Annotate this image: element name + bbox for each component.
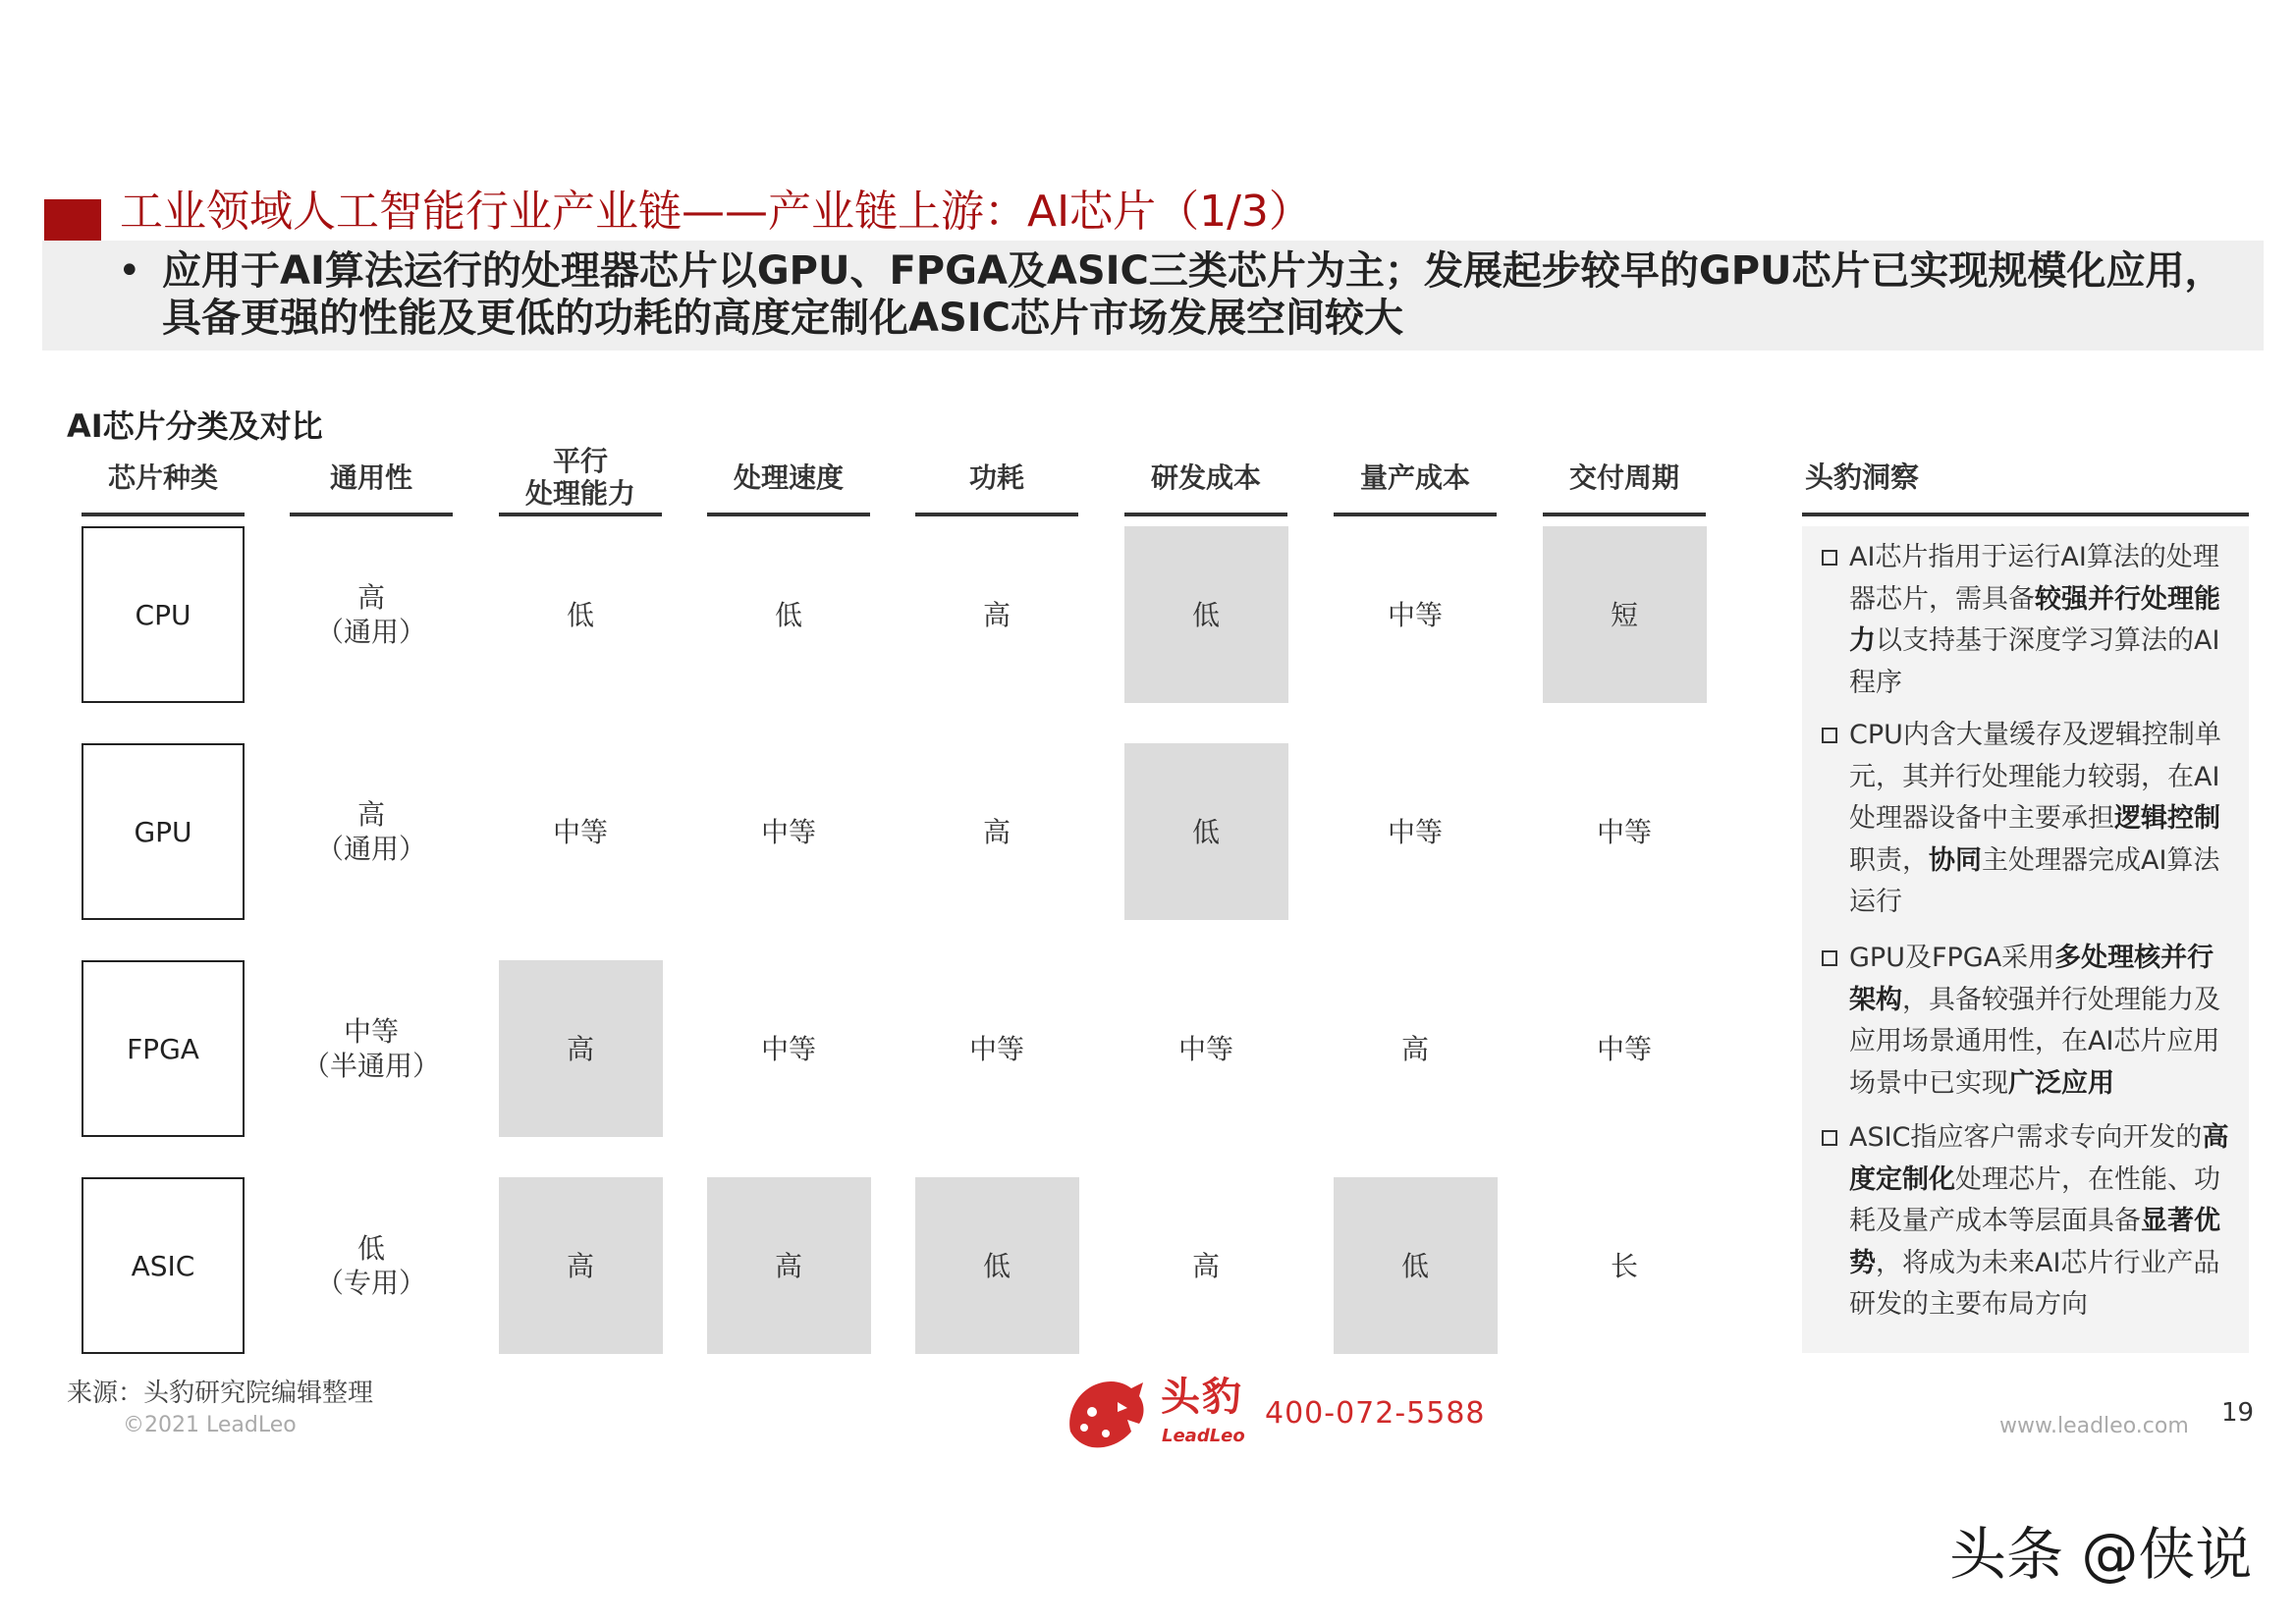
- insight-text: [1849, 938, 2234, 1105]
- source-note: 来源：头豹研究院编辑整理: [67, 1379, 374, 1408]
- website-url: www.leadleo.com: [1999, 1414, 2189, 1438]
- column-header: 芯片种类: [107, 460, 218, 494]
- summary-text: 应用于AI算法运行的处理器芯片以GPU、FPGA及ASIC三类芯片为主；发展起步较早的GPU芯片已实现规模化应用，具备更强的性能及更低的功耗的高度定制化ASIC芯片市场发展空间较大: [162, 248, 2224, 341]
- insight-segment: ，将成为未来AI芯片行业产品研发的主要布局方向: [1849, 1247, 2220, 1320]
- insight-header-rule: [1802, 513, 2249, 516]
- insight-emphasis: 广泛应用: [2008, 1067, 2114, 1099]
- table-cell-highlighted: 低: [1124, 743, 1288, 920]
- chip-type-box: FPGA: [82, 960, 245, 1137]
- table-cell: 中等: [760, 815, 816, 848]
- table-cell: 低: [566, 598, 594, 631]
- table-cell-highlighted: 高: [499, 1177, 663, 1354]
- table-cell: 中等: [1387, 598, 1443, 631]
- table-cell: 高 （通用）: [315, 581, 426, 648]
- table-cell: 中等: [1596, 815, 1652, 848]
- table-cell: 中等 （半通用）: [301, 1015, 440, 1082]
- column-header-rule: [82, 513, 245, 516]
- insight-emphasis: 协同: [1929, 844, 1982, 876]
- chip-type-box: GPU: [82, 743, 245, 920]
- checkbox-bullet-icon: [1822, 550, 1837, 566]
- column-header: 处理速度: [733, 460, 844, 494]
- insight-emphasis: 逻辑控制: [2114, 803, 2220, 834]
- table-cell: 中等: [1387, 815, 1443, 848]
- chip-type-box: ASIC: [82, 1177, 245, 1354]
- insight-segment: CPU内含大量缓存及逻辑控制单元，其并行处理能力较弱，在AI处理器设备中主要承担: [1849, 720, 2221, 834]
- table-cell: 中等: [1596, 1032, 1652, 1065]
- table-cell: 高: [1400, 1032, 1429, 1065]
- table-cell: 高: [982, 815, 1011, 848]
- insight-emphasis: 高度定制化: [1849, 1122, 2229, 1195]
- column-header-rule: [707, 513, 870, 516]
- column-header: 研发成本: [1150, 460, 1261, 494]
- insight-emphasis: 显著优势: [1849, 1206, 2220, 1278]
- insight-item: [1822, 537, 2234, 704]
- table-cell: 高: [982, 598, 1011, 631]
- insight-emphasis: 较强并行处理能力: [1849, 583, 2220, 656]
- insight-text: [1849, 1117, 2234, 1326]
- column-header: 通用性: [329, 460, 412, 494]
- table-cell-highlighted: 低: [915, 1177, 1079, 1354]
- column-header-rule: [290, 513, 453, 516]
- insight-segment: GPU及FPGA采用: [1849, 943, 2055, 973]
- insight-segment: 职责，: [1849, 844, 1929, 876]
- table-cell: 高 （通用）: [315, 798, 426, 865]
- checkbox-bullet-icon: [1822, 950, 1837, 966]
- table-cell: 高: [1191, 1249, 1220, 1282]
- phone-number: 400-072-5588: [1265, 1396, 1486, 1431]
- column-header-rule: [1124, 513, 1287, 516]
- table-cell: 低 （专用）: [315, 1232, 426, 1299]
- table-cell: 中等: [968, 1032, 1024, 1065]
- column-header-rule: [1334, 513, 1497, 516]
- insight-item: [1822, 938, 2234, 1105]
- column-header: 功耗: [968, 460, 1024, 494]
- insight-text: [1849, 715, 2234, 924]
- table-cell-highlighted: 高: [499, 960, 663, 1137]
- page-title: 工业领域人工智能行业产业链——产业链上游：AI芯片（1/3）: [120, 187, 1312, 237]
- column-header: 平行 处理能力: [524, 445, 635, 510]
- insight-segment: ，具备较强并行处理能力及应用场景通用性，在AI芯片应用场景中已实现: [1849, 984, 2220, 1099]
- table-cell: 长: [1610, 1249, 1638, 1282]
- table-cell: 中等: [760, 1032, 816, 1065]
- checkbox-bullet-icon: [1822, 1130, 1837, 1146]
- insight-segment: 处理芯片，在性能、功耗及量产成本等层面具备: [1849, 1163, 2220, 1236]
- table-cell-highlighted: 低: [1124, 526, 1288, 703]
- insight-header: 头豹洞察: [1805, 460, 1920, 494]
- table-title: AI芯片分类及对比: [67, 407, 323, 445]
- watermark-text: 头条 @侠说: [1949, 1521, 2253, 1588]
- logo-text-en: LeadLeo: [1162, 1426, 1245, 1446]
- column-header: 量产成本: [1359, 460, 1470, 494]
- leopard-logo-icon: [1063, 1375, 1147, 1455]
- column-header: 交付周期: [1568, 460, 1679, 494]
- table-cell-highlighted: 高: [707, 1177, 871, 1354]
- insight-segment: 以支持基于深度学习算法的AI程序: [1849, 625, 2220, 698]
- insight-segment: 主处理器完成AI算法运行: [1849, 844, 2220, 917]
- page-number: 19: [2221, 1398, 2255, 1428]
- insight-segment: ASIC指应客户需求专向开发的: [1849, 1122, 2203, 1153]
- table-cell-highlighted: 短: [1543, 526, 1707, 703]
- copyright: ©2021 LeadLeo: [123, 1413, 297, 1437]
- chip-type-box: CPU: [82, 526, 245, 703]
- insight-text: [1849, 537, 2234, 704]
- table-cell: 低: [774, 598, 802, 631]
- insight-item: [1822, 1117, 2234, 1326]
- table-cell: 中等: [552, 815, 608, 848]
- insight-emphasis: 多处理核并行架构: [1849, 943, 2214, 1015]
- table-cell: 中等: [1177, 1032, 1233, 1065]
- insight-segment: AI芯片指用于运行AI算法的处理器芯片，需具备: [1849, 542, 2219, 615]
- column-header-rule: [499, 513, 662, 516]
- column-header-rule: [1543, 513, 1706, 516]
- checkbox-bullet-icon: [1822, 728, 1837, 743]
- insight-item: [1822, 715, 2234, 924]
- summary-bullet: •: [118, 248, 141, 294]
- table-cell-highlighted: 低: [1334, 1177, 1498, 1354]
- column-header-rule: [915, 513, 1078, 516]
- logo-text-cn: 头豹: [1161, 1375, 1243, 1420]
